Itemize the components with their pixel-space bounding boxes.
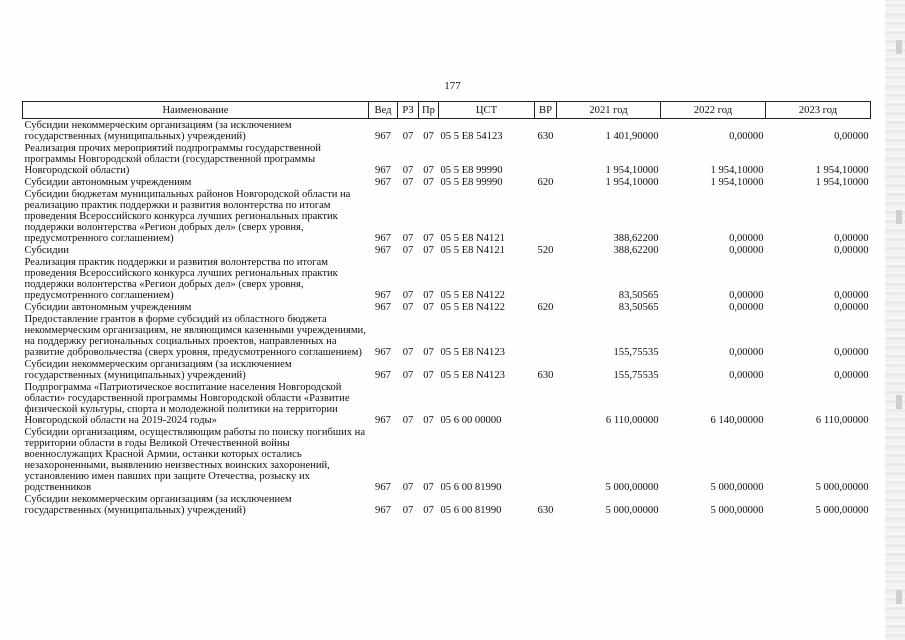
- table-header-row: [23, 102, 871, 119]
- cell-y2021: 1 401,90000: [605, 131, 659, 142]
- cell-y2023: 1 954,10000: [815, 177, 869, 188]
- cell-name: Реализация практик поддержки и развития волонтерства по итогам проведения Всероссийского конкурса лучших региональных практик поддержки волонтерства «Регион добрых дел» (сверх уровня, предусмотренного соглашением): [24, 257, 338, 301]
- cell-rz: 07: [402, 245, 414, 256]
- cell-rz: 07: [402, 370, 414, 381]
- column-header-rz: РЗ: [398, 102, 419, 119]
- cell-pr: 07: [423, 131, 434, 142]
- cell-cst: 05 5 Е8 99990: [440, 177, 503, 188]
- cell-y2023: 0,00000: [834, 347, 869, 358]
- column-header-2023: 2023 год: [766, 102, 871, 119]
- cell-vr: 630: [537, 505, 554, 516]
- cell-pr: 07: [423, 505, 434, 516]
- cell-cst: 05 5 Е8 54123: [440, 131, 503, 142]
- cell-name: Реализация прочих мероприятий подпрограммы государственной программы Новгородской области (государственной программы Новгородской области): [24, 143, 321, 176]
- cell-y2023: 5 000,00000: [815, 482, 869, 493]
- cell-name: Субсидии организациям, осуществляющим работы по поиску погибших на территории области в годы Великой Отечественной войны военнослужащих Красной Армии, останки которых остались незахороненными, выявлению неизвестных воинских захоронений, установлению имен павших при защите Отечества, розыску их родственников: [24, 427, 366, 493]
- cell-cst: 05 5 Е8 N4123: [440, 347, 505, 358]
- cell-y2023: 0,00000: [834, 370, 869, 381]
- cell-name: Субсидии некоммерческим организациям (за исключением государственных (муниципальных) учреждений): [24, 494, 292, 516]
- cell-ved: 967: [375, 482, 391, 493]
- cell-pr: 07: [423, 415, 434, 426]
- cell-y2022: 0,00000: [729, 131, 764, 142]
- cell-name: Субсидии: [24, 245, 69, 256]
- scan-edge-shadow: [885, 0, 905, 640]
- scan-mark: [896, 395, 902, 409]
- cell-y2023: 6 110,00000: [815, 415, 869, 426]
- cell-y2023: 0,00000: [834, 233, 869, 244]
- cell-y2022: 5 000,00000: [710, 505, 764, 516]
- cell-y2022: 0,00000: [729, 302, 764, 313]
- cell-y2021: 388,62200: [613, 233, 659, 244]
- cell-ved: 967: [375, 245, 391, 256]
- cell-vr: [535, 188, 557, 244]
- cell-y2021: 6 110,00000: [605, 415, 659, 426]
- cell-cst: 05 5 Е8 N4121: [440, 233, 505, 244]
- cell-y2022: 1 954,10000: [710, 165, 764, 176]
- budget-table: [22, 101, 871, 516]
- table-row: [23, 176, 871, 188]
- scan-mark: [896, 210, 902, 224]
- cell-y2022: 0,00000: [729, 233, 764, 244]
- page-number: 177: [444, 80, 461, 92]
- cell-y2022: 6 140,00000: [710, 415, 764, 426]
- cell-ved: 967: [375, 177, 391, 188]
- cell-vr: 630: [537, 370, 554, 381]
- cell-ved: 967: [375, 165, 391, 176]
- cell-y2021: 5 000,00000: [605, 482, 659, 493]
- cell-ved: 967: [375, 370, 391, 381]
- cell-y2022: 1 954,10000: [710, 177, 764, 188]
- column-header-cst: ЦСТ: [439, 102, 535, 119]
- cell-y2023: 5 000,00000: [815, 505, 869, 516]
- cell-rz: 07: [402, 482, 414, 493]
- cell-vr: [535, 142, 557, 176]
- cell-y2021: 155,75535: [613, 370, 659, 381]
- cell-pr: 07: [423, 347, 434, 358]
- column-header-name: Наименование: [23, 102, 369, 119]
- table-row: [23, 426, 871, 493]
- cell-name: Субсидии бюджетам муниципальных районов Новгородской области на реализацию практик поддержки и развития волонтерства по итогам проведения Всероссийского конкурса лучших региональных практик поддержки волонтерства «Регион добрых дел» (сверх уровня, предусмотренного соглашением): [24, 189, 351, 244]
- column-header-2022: 2022 год: [661, 102, 766, 119]
- cell-pr: 07: [423, 245, 434, 256]
- cell-y2021: 1 954,10000: [605, 177, 659, 188]
- cell-vr: [535, 256, 557, 301]
- cell-ved: 967: [375, 233, 391, 244]
- scan-mark: [896, 590, 902, 604]
- cell-vr: 620: [537, 302, 554, 313]
- cell-ved: 967: [375, 415, 391, 426]
- cell-vr: [535, 313, 557, 358]
- cell-rz: 07: [402, 290, 414, 301]
- table-row: [23, 256, 871, 301]
- cell-pr: 07: [423, 370, 434, 381]
- cell-y2021: 83,50565: [618, 302, 659, 313]
- cell-cst: 05 6 00 81990: [440, 505, 502, 516]
- cell-pr: 07: [423, 302, 434, 313]
- cell-rz: 07: [402, 415, 414, 426]
- cell-rz: 07: [402, 131, 414, 142]
- cell-rz: 07: [402, 177, 414, 188]
- column-header-pr: Пр: [419, 102, 439, 119]
- cell-y2023: 0,00000: [834, 131, 869, 142]
- cell-y2022: 0,00000: [729, 347, 764, 358]
- cell-rz: 07: [402, 347, 414, 358]
- cell-ved: 967: [375, 302, 391, 313]
- cell-ved: 967: [375, 290, 391, 301]
- cell-y2022: 0,00000: [729, 290, 764, 301]
- column-header-2021: 2021 год: [557, 102, 661, 119]
- column-header-ved: Вед: [369, 102, 398, 119]
- cell-name: Субсидии некоммерческим организациям (за исключением государственных (муниципальных) учреждений): [24, 120, 292, 142]
- cell-y2021: 83,50565: [618, 290, 659, 301]
- cell-y2023: 0,00000: [834, 245, 869, 256]
- cell-ved: 967: [375, 505, 391, 516]
- cell-rz: 07: [402, 165, 414, 176]
- cell-ved: 967: [375, 131, 391, 142]
- cell-vr: [535, 381, 557, 426]
- cell-y2022: 0,00000: [729, 370, 764, 381]
- cell-y2021: 1 954,10000: [605, 165, 659, 176]
- cell-y2022: 0,00000: [729, 245, 764, 256]
- cell-vr: 620: [537, 177, 554, 188]
- cell-y2023: 1 954,10000: [815, 165, 869, 176]
- cell-cst: 05 6 00 00000: [440, 415, 502, 426]
- cell-name: Подпрограмма «Патриотическое воспитание населения Новгородской области» государственной программы Новгородской области «Развитие физической культуры, спорта и молодежной политики на территории Новгородской области на 2019-2024 годы»: [24, 382, 350, 426]
- cell-rz: 07: [402, 302, 414, 313]
- table-row: [23, 313, 871, 358]
- table-row: [23, 493, 871, 516]
- cell-y2023: 0,00000: [834, 302, 869, 313]
- cell-rz: 07: [402, 233, 414, 244]
- cell-name: Предоставление грантов в форме субсидий из областного бюджета некоммерческим организациям, не являющимся казенными учреждениями, на поддержку региональных социальных проектов, направленных на развитие добровольчества (сверх уровня, предусмотренного соглашением): [24, 314, 366, 358]
- cell-y2023: 0,00000: [834, 290, 869, 301]
- cell-rz: 07: [402, 505, 414, 516]
- table-row: [23, 244, 871, 256]
- column-header-vr: ВР: [535, 102, 557, 119]
- table-row: [23, 142, 871, 176]
- cell-y2021: 388,62200: [613, 245, 659, 256]
- cell-y2021: 5 000,00000: [605, 505, 659, 516]
- table-row: [23, 119, 871, 143]
- table-row: [23, 301, 871, 313]
- table-row: [23, 358, 871, 381]
- cell-cst: 05 5 Е8 N4122: [440, 290, 505, 301]
- cell-y2021: 155,75535: [613, 347, 659, 358]
- cell-pr: 07: [423, 177, 434, 188]
- table-row: [23, 381, 871, 426]
- cell-y2022: 5 000,00000: [710, 482, 764, 493]
- cell-name: Субсидии автономным учреждениям: [24, 302, 192, 313]
- cell-vr: [535, 426, 557, 493]
- cell-cst: 05 6 00 81990: [440, 482, 502, 493]
- cell-pr: 07: [423, 290, 434, 301]
- table-row: [23, 188, 871, 244]
- cell-pr: 07: [423, 482, 434, 493]
- cell-vr: 630: [537, 131, 554, 142]
- cell-cst: 05 5 Е8 N4123: [440, 370, 505, 381]
- cell-pr: 07: [423, 233, 434, 244]
- cell-name: Субсидии некоммерческим организациям (за исключением государственных (муниципальных) учреждений): [24, 359, 292, 381]
- cell-cst: 05 5 Е8 N4121: [440, 245, 505, 256]
- cell-vr: 520: [537, 245, 554, 256]
- cell-ved: 967: [375, 347, 391, 358]
- cell-cst: 05 5 Е8 N4122: [440, 302, 505, 313]
- scan-mark: [896, 40, 902, 54]
- cell-pr: 07: [423, 165, 434, 176]
- cell-cst: 05 5 Е8 99990: [440, 165, 503, 176]
- table-body: [23, 119, 871, 517]
- cell-name: Субсидии автономным учреждениям: [24, 177, 192, 188]
